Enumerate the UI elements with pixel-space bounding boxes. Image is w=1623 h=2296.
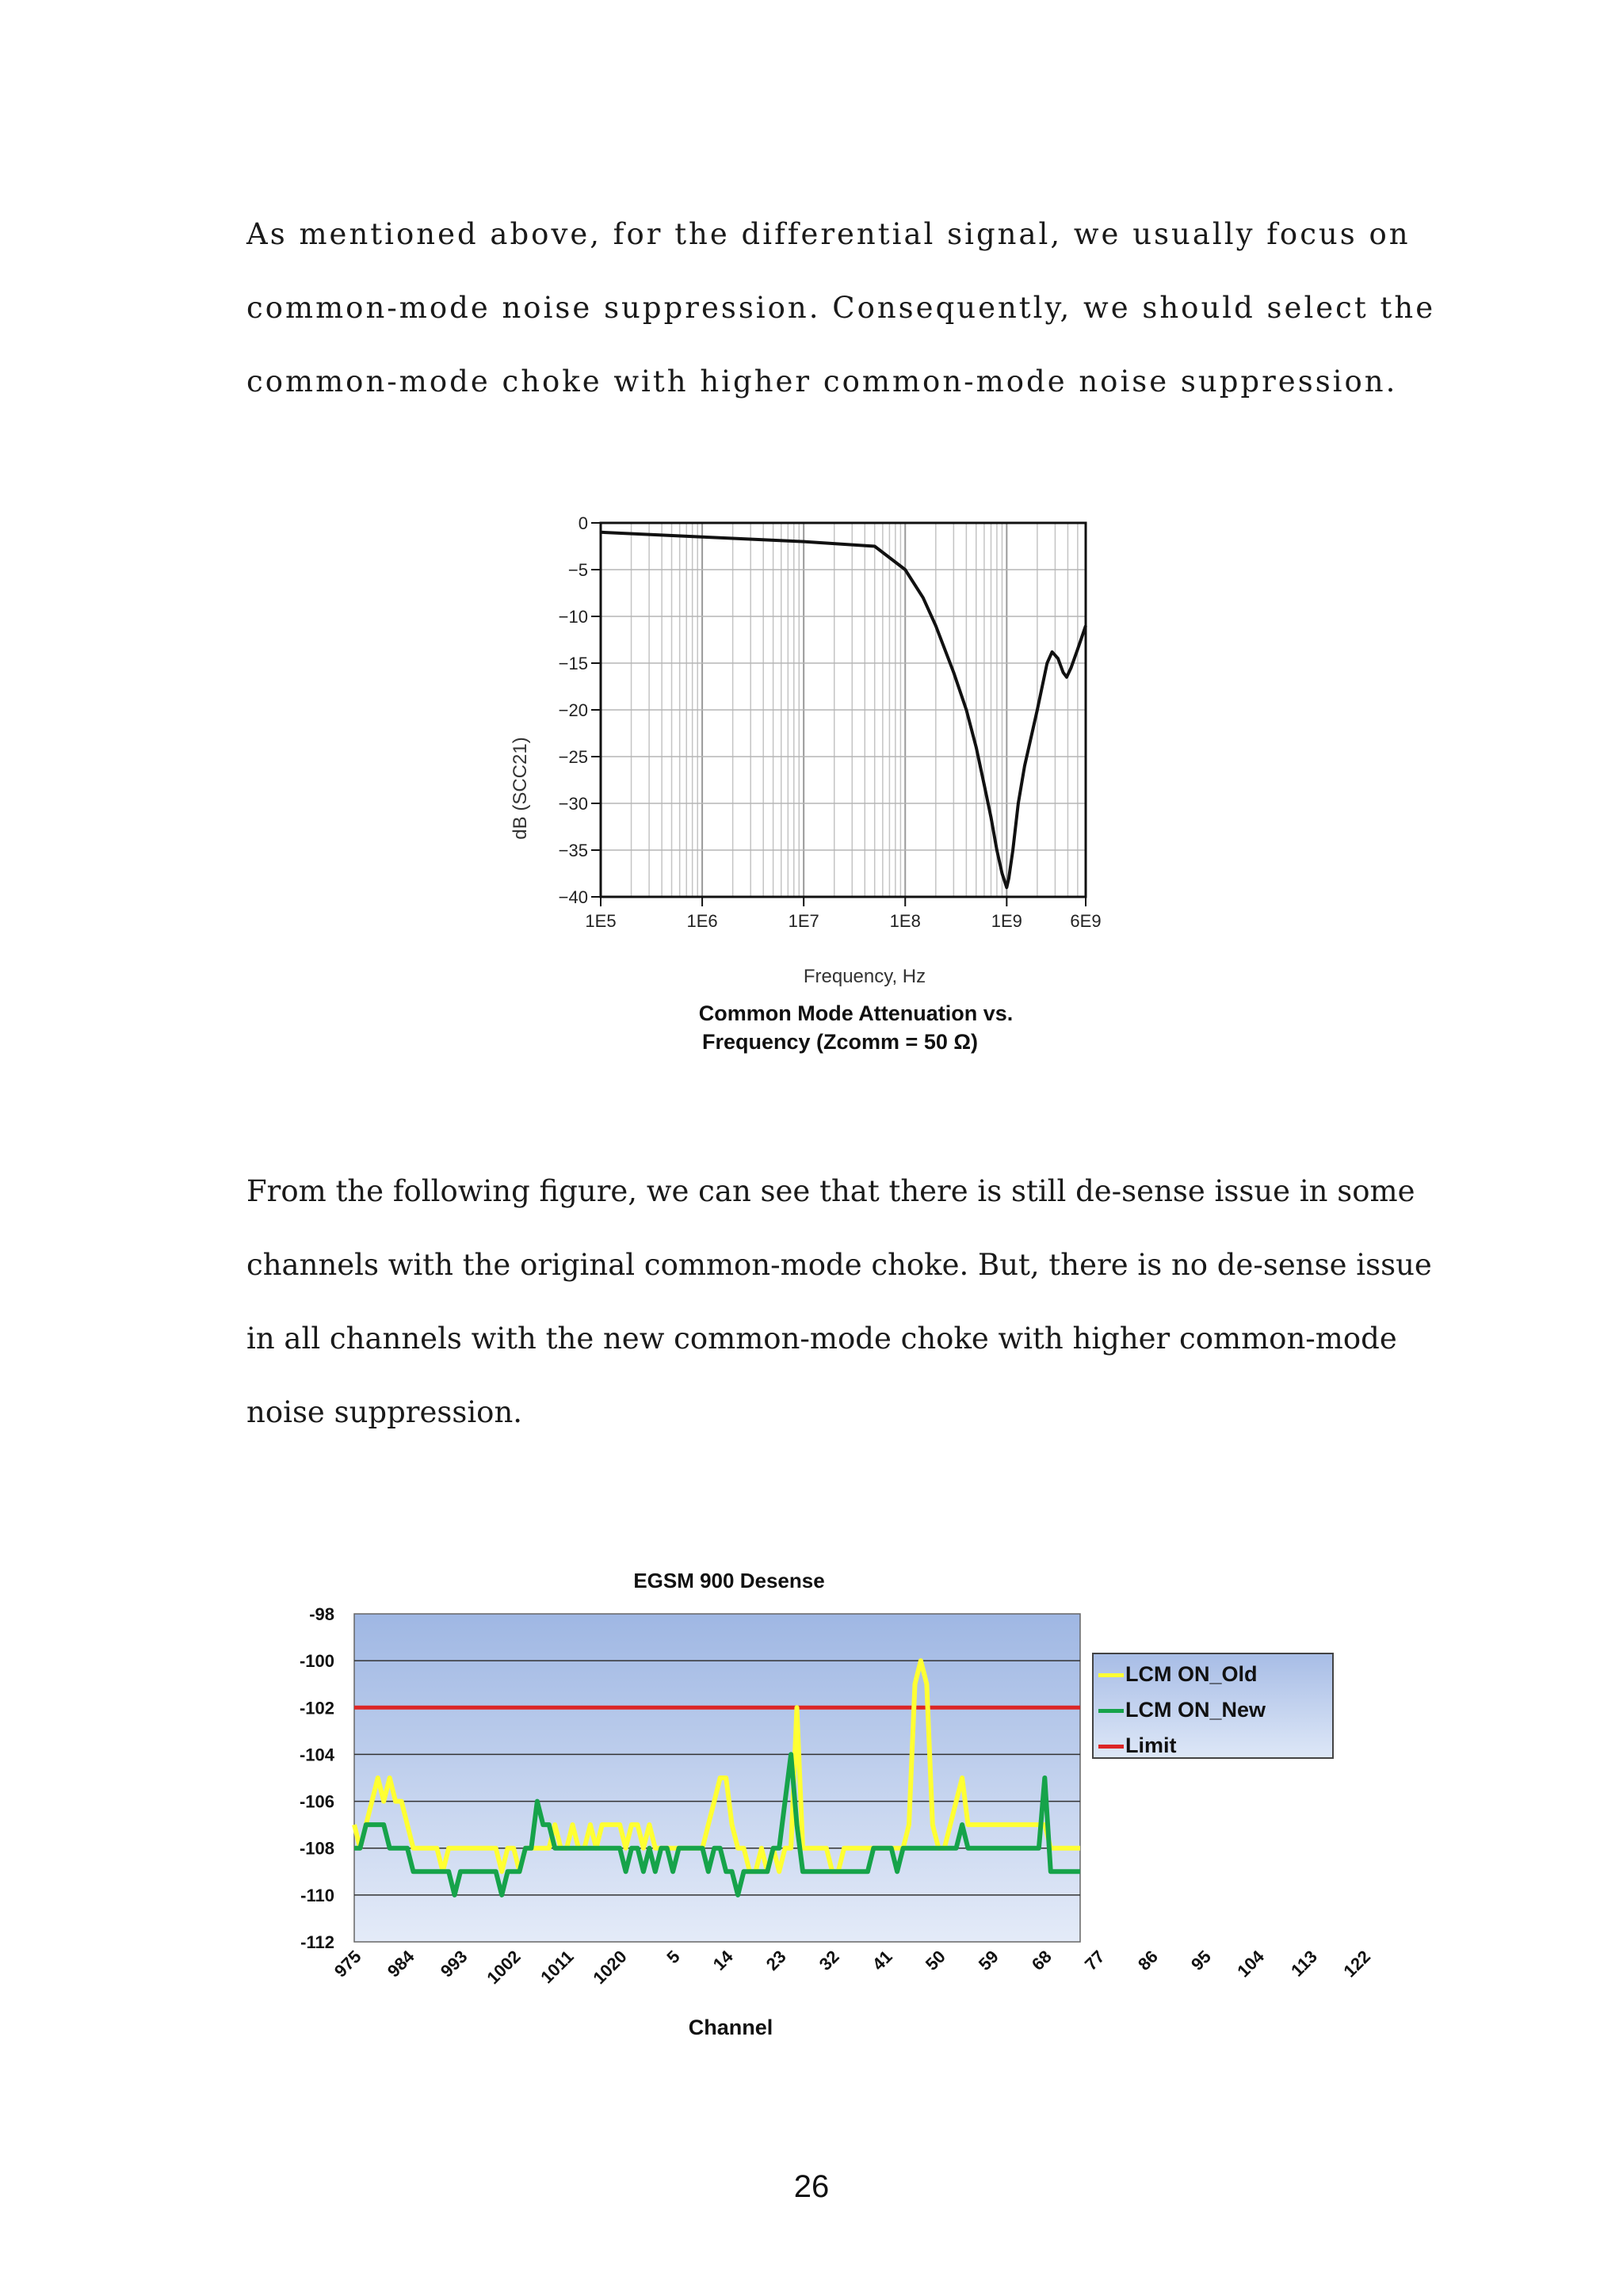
y-tick-label: -104 <box>299 1745 334 1765</box>
y-tick-label: -102 <box>299 1698 334 1718</box>
paragraph-line: noise suppression. <box>246 1395 523 1429</box>
x-tick-label: 68 <box>1027 1946 1056 1974</box>
paragraph-line: common-mode noise suppression. Consequently, we should select the <box>246 291 1436 325</box>
y-axis-label: dB (SCC21) <box>510 737 531 840</box>
attenuation-chart <box>491 507 1141 1077</box>
x-tick-label: 1020 <box>589 1946 631 1989</box>
y-tick-label: 0 <box>578 513 588 533</box>
y-tick-label: −35 <box>558 841 588 860</box>
legend-label: LCM ON_New <box>1125 1698 1266 1722</box>
paragraph-line: common-mode choke with higher common-mode noise suppression. <box>246 364 1398 399</box>
y-tick-label: -108 <box>299 1838 334 1859</box>
x-tick-label: 984 <box>383 1946 418 1981</box>
chart-legend <box>1092 1653 1334 1759</box>
x-tick-label: 1E5 <box>585 911 617 931</box>
paragraph-line: As mentioned above, for the differential signal, we usually focus on <box>246 217 1411 251</box>
x-tick-label: 1E8 <box>889 911 921 931</box>
y-tick-label: -100 <box>299 1651 334 1672</box>
legend-item-old <box>1125 1662 1258 1686</box>
x-tick-label: 41 <box>868 1946 896 1974</box>
paragraph-intro <box>246 212 1436 399</box>
x-tick-label: 23 <box>762 1946 790 1974</box>
x-tick-label: 95 <box>1186 1946 1215 1974</box>
x-tick-label: 1011 <box>537 1946 578 1988</box>
legend-swatch <box>1098 1745 1124 1749</box>
x-tick-label: 77 <box>1080 1946 1109 1974</box>
paragraph-line: channels with the original common-mode choke. But, there is no de-sense issue <box>246 1248 1432 1282</box>
y-tick-label: −5 <box>567 560 588 580</box>
y-tick-label: -98 <box>309 1604 334 1624</box>
x-tick-label: 1E6 <box>686 911 718 931</box>
x-tick-label: 6E9 <box>1070 911 1102 931</box>
x-axis-label: Channel <box>688 2016 773 2039</box>
y-tick-label: −20 <box>558 700 588 720</box>
y-tick-label: -110 <box>300 1885 334 1905</box>
y-tick-labels <box>300 1604 335 1952</box>
x-tick-label: 1E9 <box>991 911 1022 931</box>
chart-axes <box>559 513 1102 931</box>
y-tick-label: -112 <box>300 1932 334 1952</box>
legend-swatch <box>1098 1673 1124 1677</box>
y-tick-label: −10 <box>558 607 588 627</box>
chart-caption-line1: Common Mode Attenuation vs. <box>698 1001 1014 1025</box>
paragraph-line: From the following figure, we can see that there is still de-sense issue in some <box>246 1174 1415 1208</box>
legend-swatch <box>1098 1709 1124 1713</box>
y-tick-label: -106 <box>299 1791 334 1812</box>
x-tick-label: 122 <box>1339 1946 1375 1981</box>
page-number: 26 <box>793 2169 830 2204</box>
paragraph-desense <box>246 1169 1432 1431</box>
x-tick-label: 14 <box>708 1946 737 1974</box>
y-tick-label: −15 <box>558 654 588 673</box>
x-tick-label: 104 <box>1233 1946 1268 1981</box>
x-tick-label: 59 <box>974 1946 1002 1974</box>
x-tick-label: 32 <box>815 1946 843 1974</box>
legend-item-limit <box>1125 1733 1177 1757</box>
legend-label: LCM ON_Old <box>1125 1662 1258 1686</box>
plot-area <box>354 1614 1080 1942</box>
y-tick-label: −40 <box>558 887 588 907</box>
chart-title: EGSM 900 Desense <box>633 1569 825 1592</box>
x-tick-label: 1002 <box>483 1946 525 1989</box>
paragraph-line: in all channels with the new common-mode choke with higher common-mode <box>246 1322 1397 1356</box>
x-tick-label: 5 <box>663 1946 684 1968</box>
x-tick-label: 113 <box>1287 1946 1321 1981</box>
x-tick-label: 50 <box>921 1946 949 1974</box>
chart-caption-line2: Frequency (Zcomm = 50 Ω) <box>702 1030 978 1054</box>
x-tick-label: 993 <box>436 1946 472 1981</box>
legend-label: Limit <box>1125 1733 1177 1757</box>
y-tick-label: −30 <box>558 794 588 814</box>
x-tick-label: 86 <box>1133 1946 1162 1974</box>
x-tick-label: 975 <box>330 1946 365 1981</box>
x-axis-label: Frequency, Hz <box>803 966 926 987</box>
x-tick-label: 1E7 <box>788 911 819 931</box>
x-tick-labels <box>330 1946 1374 1988</box>
y-tick-label: −25 <box>558 747 588 767</box>
legend-item-new <box>1125 1698 1266 1722</box>
